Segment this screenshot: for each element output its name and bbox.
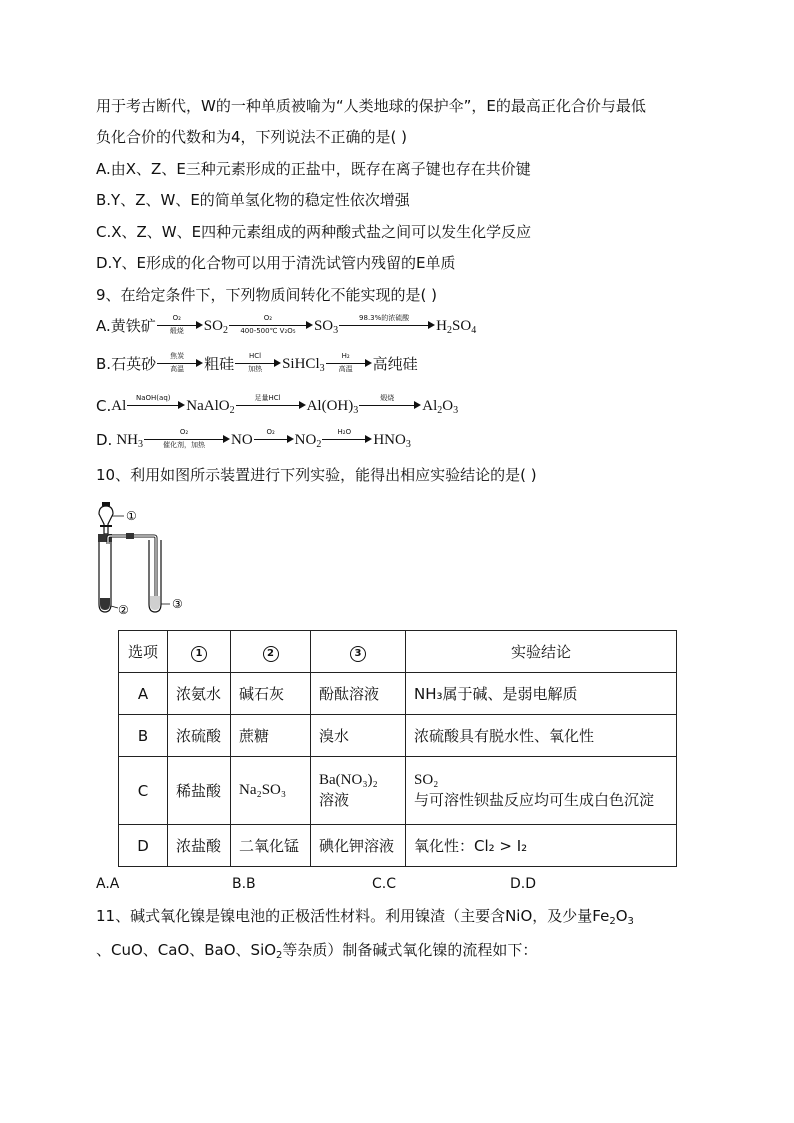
cell-option: D <box>119 825 168 867</box>
question-9: 9、在给定条件下，下列物质间转化不能实现的是( ) <box>96 286 438 304</box>
table-row <box>119 673 677 715</box>
apparatus-label-2: ② <box>118 603 129 617</box>
species: $SO_2$ <box>203 318 228 336</box>
reaction-arrow: O₂ 催化剂，加热 <box>144 428 230 452</box>
reaction-arrow: O₂ <box>254 428 294 452</box>
apparatus-label-1: ① <box>126 509 137 523</box>
cell-reagent-3: Ba(NO₃)₂ 溶液 <box>311 757 406 825</box>
cell-reagent-2: Na₂SO₃ <box>231 757 311 825</box>
reaction-arrow: H₂O <box>322 428 372 452</box>
cell-reagent-1: 浓盐酸 <box>168 825 231 867</box>
cell-reagent-2: 二氧化锰 <box>231 825 311 867</box>
reaction-arrow: HCl 加热 <box>235 352 281 376</box>
reaction-arrow: 98.3%的浓硫酸 <box>339 314 435 338</box>
choice-b: B.B <box>232 876 256 892</box>
reaction-label: D. <box>96 431 113 449</box>
cell-conclusion: 氧化性：Cl₂ > I₂ <box>406 825 677 867</box>
species: $H_2SO_4$ <box>436 318 477 336</box>
text-line-1: 用于考古断代，W的一种单质被喻为“人类地球的保护伞”，E的最高正化合价与最低 <box>96 97 646 115</box>
cell-reagent-1: 浓氨水 <box>168 673 231 715</box>
header-option: 选项 <box>119 631 168 673</box>
header-3: 3 <box>311 631 406 673</box>
text-line-2: 负化合价的代数和为4，下列说法不正确的是( ) <box>96 128 408 146</box>
cell-reagent-3: 酚酞溶液 <box>311 673 406 715</box>
question-10: 10、利用如图所示装置进行下列实验，能得出相应实验结论的是( ) <box>96 466 537 484</box>
reaction-label: C. <box>96 397 112 415</box>
cell-conclusion: SO₂ 与可溶性钡盐反应均可生成白色沉淀 <box>406 757 677 825</box>
species: 粗硅 <box>204 355 235 373</box>
reaction-arrow: 焦炭 高温 <box>157 352 203 376</box>
table-header-row <box>119 631 677 673</box>
cell-reagent-3: 溴水 <box>311 715 406 757</box>
separatory-funnel <box>99 506 113 534</box>
cell-reagent-2: 蔗糖 <box>231 715 311 757</box>
species: NaAlO$_2$ <box>186 398 235 416</box>
species: $NO_2$ <box>294 432 322 450</box>
cell-option: B <box>119 715 168 757</box>
option-8c: C.X、Z、W、E四种元素组成的两种酸式盐之间可以发生化学反应 <box>96 223 532 241</box>
question-11-line-1: 11、碱式氧化镍是镍电池的正极活性材料。利用镍渣（主要含NiO，及少量$Fe_2O_3$ <box>96 907 634 927</box>
species: 黄铁矿 <box>110 317 156 335</box>
question-11-line-2: 、CuO、CaO、BaO、SiO$_2$等杂质）制备碱式氧化镍的流程如下： <box>96 941 538 961</box>
reaction-d <box>96 428 411 452</box>
species: 石英砂 <box>111 355 157 373</box>
reaction-arrow: O₂ 煅烧 <box>157 314 203 338</box>
cell-reagent-3: 碘化钾溶液 <box>311 825 406 867</box>
header-1: 1 <box>168 631 231 673</box>
apparatus-label-3: ③ <box>172 597 183 611</box>
species: $Al(OH)_3$ <box>306 398 359 416</box>
choice-c: C.C <box>372 876 397 892</box>
species: Al <box>111 398 127 414</box>
cell-reagent-2: 碱石灰 <box>231 673 311 715</box>
apparatus-diagram <box>88 500 198 622</box>
cell-conclusion: NH₃属于碱、是弱电解质 <box>406 673 677 715</box>
species: $NH_3$ <box>116 432 143 450</box>
cell-option: A <box>119 673 168 715</box>
species: $HNO_3$ <box>373 432 411 450</box>
reaction-arrow: 煅烧 <box>359 394 421 418</box>
species: $Al_2O_3$ <box>422 398 459 416</box>
reaction-c <box>96 394 458 418</box>
species: SiHCl$_3$ <box>282 356 325 374</box>
table-row <box>119 715 677 757</box>
species: 高纯硅 <box>372 355 418 373</box>
reaction-label: A. <box>96 317 111 335</box>
species: NO <box>231 432 253 448</box>
choice-a: A.A <box>96 876 120 892</box>
option-8d: D.Y、E形成的化合物可以用于清洗试管内残留的E单质 <box>96 254 456 272</box>
cell-reagent-1: 稀盐酸 <box>168 757 231 825</box>
table-row <box>119 757 677 825</box>
header-2: 2 <box>231 631 311 673</box>
reaction-label: B. <box>96 355 112 373</box>
reaction-arrow: O₂ 400-500℃ V₂O₅ <box>229 314 313 338</box>
experiment-table <box>118 630 677 867</box>
table-row <box>119 825 677 867</box>
header-conclusion: 实验结论 <box>406 631 677 673</box>
option-8a: A.由X、Z、E三种元素形成的正盐中，既存在离子键也存在共价键 <box>96 160 531 178</box>
reaction-a <box>96 314 476 338</box>
reaction-arrow: H₂ 高温 <box>326 352 372 376</box>
option-8b: B.Y、Z、W、E的简单氢化物的稳定性依次增强 <box>96 191 410 209</box>
reaction-arrow: 足量HCl <box>236 394 306 418</box>
cell-reagent-1: 浓硫酸 <box>168 715 231 757</box>
cell-option: C <box>119 757 168 825</box>
cell-conclusion: 浓硫酸具有脱水性、氧化性 <box>406 715 677 757</box>
species: $SO_3$ <box>313 318 339 336</box>
choice-d: D.D <box>510 876 537 892</box>
reaction-arrow: NaOH(aq) <box>127 394 185 418</box>
reaction-b <box>96 352 418 376</box>
